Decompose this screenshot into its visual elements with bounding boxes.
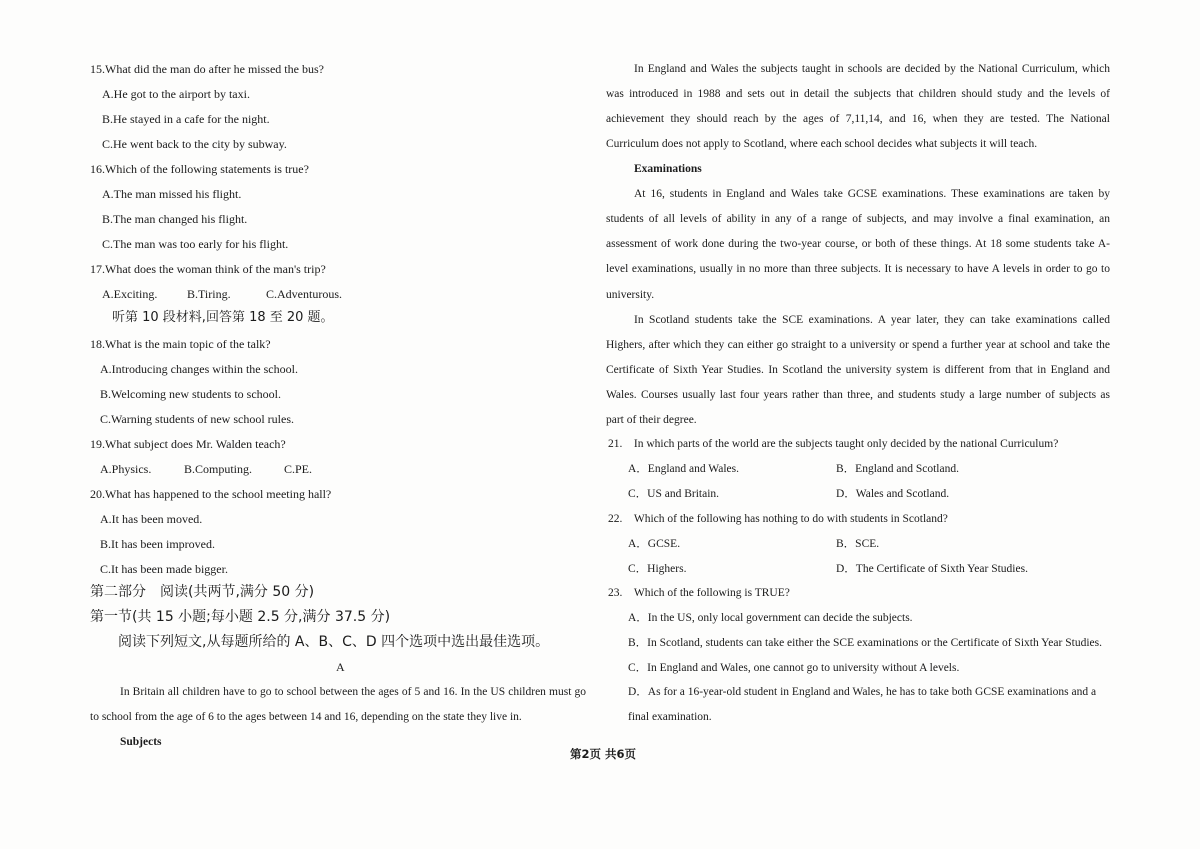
option-21b: B．England and Scotland. <box>836 463 959 475</box>
part-two-heading: 第二部分 阅读(共两节,满分 50 分) <box>90 584 315 600</box>
option-16c: C.The man was too early for his flight. <box>102 237 289 251</box>
option-19a: A.Physics. <box>100 462 152 476</box>
option-20a: A.It has been moved. <box>100 512 203 526</box>
scot-line-2: Highers, after which they can either go straight to a university or spend a further year at school and take the <box>606 339 1110 351</box>
option-20c: C.It has been made bigger. <box>100 562 228 576</box>
option-22d: D．The Certificate of Sixth Year Studies. <box>836 563 1028 575</box>
question-20: 20.What has happened to the school meeting hall? <box>90 487 332 501</box>
exam-line-4: level examinations, usually in no more than three subjects. It is necessary to have A levels in order to go to <box>606 263 1110 275</box>
option-21a: A．England and Wales. <box>628 463 739 475</box>
passage-line-2: to school from the age of 6 to the ages between 14 and 16, depending on the state they live in. <box>90 711 522 723</box>
nc-line-3: achievement they should reach by the ages of 7,11,14, and 16, when they are tested. The National <box>606 113 1110 125</box>
option-15a: A.He got to the airport by taxi. <box>102 87 250 101</box>
examinations-heading: Examinations <box>634 163 702 175</box>
question-17: 17.What does the woman think of the man's trip? <box>90 262 326 276</box>
question-18: 18.What is the main topic of the talk? <box>90 337 271 351</box>
option-19c: C.PE. <box>284 462 313 476</box>
exam-line-2: students of all levels of ability in any of a range of subjects, and may involve a final examination, an <box>606 213 1110 225</box>
option-21d: D．Wales and Scotland. <box>836 488 950 500</box>
passage-line-1: In Britain all children have to go to school between the ages of 5 and 16. In the US children must go <box>120 686 586 698</box>
question-15: 15.What did the man do after he missed the bus? <box>90 62 324 76</box>
passage-label: A <box>336 660 345 674</box>
option-17b: B.Tiring. <box>187 287 231 301</box>
option-21c: C．US and Britain. <box>628 488 720 500</box>
question-23: 23. Which of the following is TRUE? <box>608 587 790 599</box>
scot-line-5: part of their degree. <box>606 414 697 426</box>
option-23b: B．In Scotland, students can take either the SCE examinations or the Certificate of Sixth Year Studies. <box>628 637 1102 649</box>
exam-line-1: At 16, students in England and Wales take GCSE examinations. These examinations are taken by <box>634 188 1110 200</box>
question-16: 16.Which of the following statements is true? <box>90 162 309 176</box>
scot-line-3: Certificate of Sixth Year Studies. In Scotland the university system is different from that in England and <box>606 364 1110 376</box>
scot-line-1: In Scotland students take the SCE examinations. A year later, they can take examinations called <box>634 314 1110 326</box>
page-number: 第2页 共6页 <box>570 747 637 761</box>
nc-line-2: was introduced in 1988 and sets out in detail the subjects that children should study and the levels of <box>606 88 1110 100</box>
option-15c: C.He went back to the city by subway. <box>102 137 287 151</box>
option-15b: B.He stayed in a cafe for the night. <box>102 112 270 126</box>
option-22c: C．Highers. <box>628 563 687 575</box>
listening-instruction: 听第 10 段材料,回答第 18 至 20 题。 <box>112 310 334 325</box>
option-23d-line-1: D．As for a 16-year-old student in England and Wales, he has to take both GCSE examinations and a <box>628 686 1097 698</box>
scot-line-4: Wales. Courses usually last four years rather than three, and students study a large number of subjects as <box>606 389 1110 401</box>
option-16a: A.The man missed his flight. <box>102 187 242 201</box>
option-22a: A．GCSE. <box>628 538 681 550</box>
section-one-heading: 第一节(共 15 小题;每小题 2.5 分,满分 37.5 分) <box>90 609 391 625</box>
option-23c: C．In England and Wales, one cannot go to university without A levels. <box>628 662 960 674</box>
option-19b: B.Computing. <box>184 462 253 476</box>
option-18c: C.Warning students of new school rules. <box>100 412 295 426</box>
reading-instruction: 阅读下列短文,从每题所给的 A、B、C、D 四个选项中选出最佳选项。 <box>118 634 550 650</box>
option-18a: A.Introducing changes within the school. <box>100 362 298 376</box>
subjects-heading: Subjects <box>120 736 162 748</box>
option-17c: C.Adventurous. <box>266 287 342 301</box>
nc-line-4: Curriculum does not apply to Scotland, where each school decides what subjects it will teach. <box>606 138 1038 150</box>
option-23a: A．In the US, only local government can decide the subjects. <box>628 612 913 624</box>
question-22: 22. Which of the following has nothing to do with students in Scotland? <box>608 513 948 525</box>
option-16b: B.The man changed his flight. <box>102 212 248 226</box>
option-22b: B．SCE. <box>836 538 880 550</box>
option-18b: B.Welcoming new students to school. <box>100 387 282 401</box>
exam-line-3: assessment of work done during the two-year course, or both of these things. At 18 some students take A- <box>606 238 1110 250</box>
question-19: 19.What subject does Mr. Walden teach? <box>90 437 286 451</box>
option-23d-line-2: final examination. <box>628 711 712 723</box>
option-17a: A.Exciting. <box>102 287 158 301</box>
option-20b: B.It has been improved. <box>100 537 215 551</box>
question-21: 21. In which parts of the world are the subjects taught only decided by the national Curriculum? <box>608 438 1059 450</box>
exam-line-5: university. <box>606 289 655 301</box>
nc-line-1: In England and Wales the subjects taught in schools are decided by the National Curriculum, which <box>634 63 1110 75</box>
